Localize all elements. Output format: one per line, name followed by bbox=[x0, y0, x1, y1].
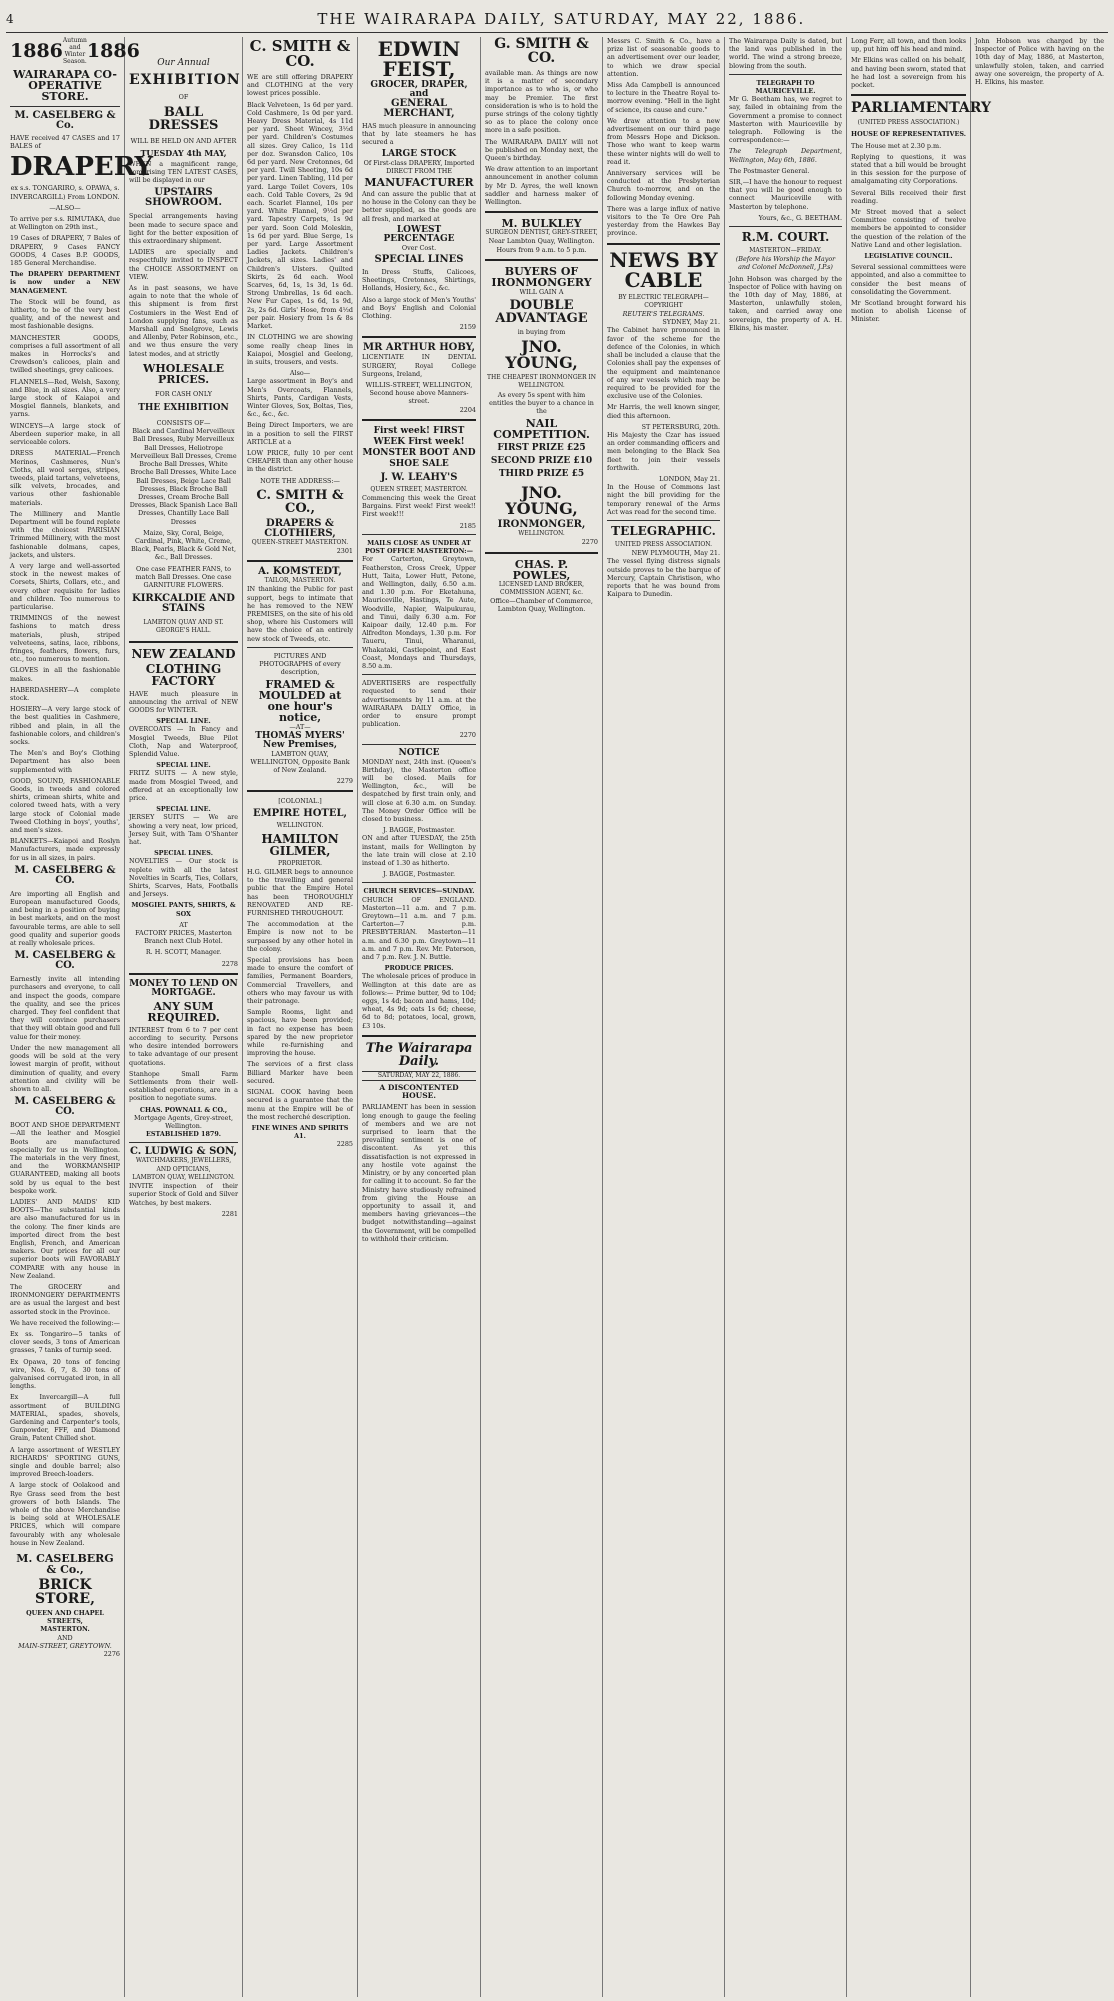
london-text: In the House of Commons last night the bill providing for the temporary renewal of the Arms Act was read for the second time. bbox=[607, 483, 720, 516]
second-prize: SECOND PRIZE £10 bbox=[490, 456, 593, 467]
special-line-2: SPECIAL LINE. bbox=[156, 761, 211, 770]
daily-date: SATURDAY, MAY 22, 1886. bbox=[362, 1071, 476, 1081]
when-text: WHEN a magnificent range, comprising TEN LATEST CASES, will be displayed in our bbox=[129, 159, 238, 185]
para-7: A very large and well-assorted stock in the newest makes of Corsets, Shirts, Collars, etc., and every other requisite for ladies and children. Too numerous to particularise. bbox=[10, 561, 120, 611]
para-20: The GROCERY and IRONMONGERY DEPARTMENTS are as usual the largest and best assorted stock in the Province. bbox=[10, 1282, 120, 1316]
quay-text: LAMBTON QUAY, WELLINGTON. bbox=[132, 1173, 235, 1181]
special-line-4: SPECIAL LINES. bbox=[154, 849, 213, 858]
column-3 bbox=[243, 37, 358, 1997]
empire-heading: EMPIRE HOTEL, bbox=[252, 807, 348, 819]
lambton-text: LAMBTON QUAY AND ST. GEORGE'S HALL. bbox=[143, 619, 224, 635]
column-8 bbox=[847, 37, 991, 1997]
notice-text: MONDAY next, 24th inst. (Queen's Birthday), the Masterton office will be closed. Mails for Wellington, &c., will be despatched by first train only, and will close at 6.30 a.m. on Sunday. The Money Order Office will be closed to business. bbox=[362, 757, 476, 823]
ludwig-heading: C. LUDWIG & SON, bbox=[130, 1146, 237, 1158]
greytown: MAIN-STREET, GREYTOWN. bbox=[18, 1641, 112, 1650]
wines-text: FINE WINES AND SPIRITS A1. bbox=[251, 1123, 349, 1141]
boot-sale-heading: First week! FIRST WEEK First week! MONSTER BOOT AND SHOE SALE bbox=[362, 425, 476, 469]
firm-name-3: M. CASELBERG & CO. bbox=[14, 950, 116, 972]
telegraphic-heading: TELEGRAPHIC. bbox=[611, 523, 716, 538]
editorial-lead: PARLIAMENT has been in session long enough to gauge the feeling of members and we are not surprised to learn that the prevailing sentiment is one of discontent. As yet this dissatisfaction is not expressed in any hostile vote against the Ministry, or by any concerted plan for calling it to account. So far the Ministry have studiously refrained from giving the House an opportunity to assail it, and members having grievances—the budget notwithstanding—against the Government, will be compelled to withhold their criticism. bbox=[362, 1103, 476, 1243]
special-lines-heading: SPECIAL LINES bbox=[374, 254, 464, 266]
young-heading-2: JNO. YOUNG, bbox=[505, 483, 578, 519]
para-13: GOOD, SOUND, FASHIONABLE Goods, in tweeds and colored shirts, crimean shirts, white and colored tweed hats, with a very large stock of Colonial made Tweed Clothing in boys', youths', and men's sizes. bbox=[10, 776, 120, 835]
column-2 bbox=[125, 37, 243, 1997]
upa-text-8: (UNITED PRESS ASSOCIATION.) bbox=[857, 119, 960, 127]
parliamentary-heading: PARLIAMENTARY bbox=[851, 100, 991, 117]
season-year-right: 1886 bbox=[86, 39, 140, 62]
bulkley-heading: M. BULKLEY bbox=[501, 217, 582, 231]
cases-text: 19 Cases of DRAPERY, 7 Bales of DRAPERY, 9 Cases FANCY GOODS, 4 Cases B.P. GOODS, 185 General Merchandise. bbox=[10, 234, 120, 268]
editorial-headline: A DISCONTENTED HOUSE. bbox=[379, 1083, 459, 1101]
direct-text: DIRECT FROM THE bbox=[386, 166, 452, 175]
novelties-text: NOVELTIES — Our stock is replete with all the latest Novelties in Scarfs, Ties, Collars, Shirts, Scarves, Hats, Footballs and Jerseys. bbox=[129, 857, 238, 899]
para-22: Ex ss. Tongariro—5 tanks of clover seeds, 3 tons of American grasses, 7 tanks of turnip seed. bbox=[10, 1329, 120, 1355]
ad-number-7: 2159 bbox=[459, 323, 476, 332]
para-12: The Men's and Boy's Clothing Department has also been supplemented with bbox=[10, 749, 120, 774]
gb-heading: G. SMITH & CO. bbox=[494, 36, 589, 66]
column-6 bbox=[603, 37, 725, 1997]
para-3: FLANNELS—Red, Welsh, Saxony, and Blue, in all sizes. Also, a very large stock of Kaiapoi and Mosgiel flannels, blankets, and yarns. bbox=[10, 377, 120, 419]
money-text: INTEREST from 6 to 7 per cent according to security. Persons who desire intended borrowers to take advantage of our present quotations. bbox=[129, 1025, 238, 1067]
house-text-3: Several Bills received their first reading. bbox=[851, 188, 966, 205]
myers-heading: THOMAS MYERS' New Premises, bbox=[255, 730, 345, 750]
sir-text: SIR,—I have the honour to request that you will be good enough to connect Mauriceville with Masterton by telephone. bbox=[729, 178, 842, 211]
feist-heading: EDWIN FEIST, bbox=[377, 37, 461, 81]
col7-p1: The Wairarapa Daily is dated, but the land was published in the world. The wind a strong breeze, blowing from the south. bbox=[729, 37, 842, 70]
legis-text-2: Mr Scotland brought forward his motion to abolish License of Minister. bbox=[851, 299, 966, 324]
house-text: The House met at 2.30 p.m. bbox=[851, 141, 942, 150]
postmaster-text: The Postmaster General. bbox=[729, 166, 810, 175]
cable-text: The Cabinet have pronounced in favor of the scheme for the defence of the Colonies, in which shall be included a clause that the Colonies shall pay the expenses of the equipment and maintenance of any war vessels which may be required to be provided for the exclusive use of the Colonies. bbox=[607, 326, 720, 401]
hoby-text: LICENTIATE IN DENTAL SURGERY, Royal College Surgeons, Ireland, bbox=[362, 353, 476, 378]
invite-text: INVITE inspection of their superior Stock of Gold and Silver Watches, by best makers. bbox=[129, 1182, 238, 1207]
newspaper-title: THE WAIRARAPA DAILY, SATURDAY, MAY 22, 1886. bbox=[317, 10, 806, 28]
st-dateline: ST PETERSBURG, 20th. bbox=[641, 422, 720, 431]
column-5 bbox=[481, 37, 603, 1997]
ad-number-11: 2270 bbox=[581, 538, 598, 547]
season-text: Autumn and Winter Season. bbox=[62, 37, 87, 65]
wholesale-heading: WHOLESALE PRICES. bbox=[142, 361, 225, 386]
sydney-dateline: SYDNEY, May 21. bbox=[662, 318, 720, 327]
service-text: The services of a first class Billiard Marker have been secured. bbox=[247, 1060, 353, 1085]
nplym-text: The vessel flying distress signals outside proves to be the barque of Mercury, Captain Christison, who reports that he was bound from Kaipara to Dunedin. bbox=[607, 557, 720, 599]
tuesday-text: ON and after TUESDAY, the 25th instant, mails for Wellington by the late train will close at 2.10 instead of 1.30 as hitherto. bbox=[362, 834, 476, 867]
watchmakers-text: WATCHMAKERS, JEWELLERS, AND OPTICIANS, bbox=[135, 1157, 232, 1173]
special-line-3: SPECIAL LINE. bbox=[156, 805, 211, 814]
col9-text: John Hobson was charged by the Inspector of Police with having on the 10th day of May, 1886, at Masterton, unlawfully stolen, taken, and carried away one sovereign, the property of A. H. Elkins, his master. bbox=[975, 37, 1104, 87]
ball-dresses-heading: BALL DRESSES bbox=[148, 105, 219, 134]
body-5b: The WAIRARAPA DAILY will not be published on Monday next, the Queen's birthday. bbox=[485, 137, 598, 163]
para-8: TRIMMINGS of the newest fashions to match dress materials, plush, striped velveteens, satins, lace, ribbons, fringes, feathers, flowers, furs, etc., too numerous to mention. bbox=[10, 614, 120, 664]
clothing-text: IN CLOTHING we are showing some really cheap lines in Kaiapoi, Mosgiel and Geelong, in suits, trousers, and vests. bbox=[247, 333, 353, 366]
factory-text: HAVE much pleasure in announcing the arrival of NEW GOODS for WINTER. bbox=[129, 689, 238, 714]
legis-heading: LEGISLATIVE COUNCIL. bbox=[864, 252, 953, 261]
para-5: DRESS MATERIAL—French Merinos, Cashmeres, Nun's Cloths, all wool serges, stripes, tweeds, plaid tartans, velveteens, silk velvets, brocades, and various other fashionable materials. bbox=[10, 449, 120, 507]
body-5c: We draw attention to an important announcement in another column by Mr D. Ayres, the well known saddler and harness maker of Wellington. bbox=[485, 165, 598, 207]
reuter-text: BY ELECTRIC TELEGRAPH—COPYRIGHT bbox=[618, 293, 709, 309]
season-header bbox=[10, 37, 140, 65]
column-9 bbox=[971, 37, 1108, 1997]
dept-text: The DRAPERY DEPARTMENT is now under a NEW MANAGEMENT. bbox=[10, 270, 120, 295]
being-text: Being Direct Importers, we are in a position to sell the FIRST ARTICLE at a bbox=[247, 421, 353, 446]
firm-name-4: M. CASELBERG & CO. bbox=[14, 1096, 116, 1118]
received-text: HAVE received 47 CASES and 17 BALES of bbox=[10, 134, 120, 151]
komstedt-text: IN thanking the Public for past support, begs to intimate that he has removed to the NEW PREMISES, on the site of his old shop, where his Customers will have the choice of an entirely new stock of Tweeds, etc. bbox=[247, 585, 353, 643]
established-text: ESTABLISHED 1879. bbox=[145, 1130, 222, 1139]
and-text-4: And can assure the public that at no house in the Colony can they be better supplied, as the goods are all fresh, and marked at bbox=[362, 190, 476, 223]
colors-list: Maize, Sky, Coral, Beige, Cardinal, Pink, White, Creme, Black, Pearls, Black & Gold Net, &c., Ball Dresses. bbox=[131, 528, 236, 562]
ad-number-4: 2301 bbox=[336, 546, 353, 555]
notice-heading: NOTICE bbox=[398, 747, 440, 758]
fritz-text: FRITZ SUITS — A new style, made from Mosgiel Tweed, and offered at an exceptionally low price. bbox=[129, 769, 238, 802]
produce-heading: PRODUCE PRICES. bbox=[384, 964, 454, 973]
office-text: Office—Chamber of Commerce, Lambton Quay, Wellington. bbox=[490, 597, 593, 614]
para-24: Ex Invercargill—A full assortment of BUILDING MATERIAL, spades, shovels, Gardening and Carpenter's tools, Gunpowder, FFF, and Diamond Grain, Patent Chilled shot. bbox=[10, 1393, 120, 1443]
para-26: A large stock of Oolakood and Rye Grass seed from the best growers of both Islands. The whole of the above Merchandise is being sold at WHOLESALE PRICES, which will compare favourably with any wholesale house in New Zealand. bbox=[10, 1481, 120, 1547]
ad-number-10: 2270 bbox=[459, 731, 476, 740]
at-text-3: —AT— bbox=[289, 723, 311, 732]
tailor-text: TAILOR, MASTERTON. bbox=[264, 577, 336, 585]
rm-court-heading: R.M. COURT. bbox=[741, 230, 830, 245]
feist-text: HAS much pleasure in announcing that by late steamers he has secured a bbox=[362, 122, 476, 147]
firm-name-2: M. CASELBERG & CO. bbox=[14, 864, 116, 886]
ad-number-6: 2285 bbox=[336, 1140, 353, 1149]
any-sum-heading: ANY SUM REQUIRED. bbox=[147, 999, 220, 1024]
ad-number-3: 2281 bbox=[221, 1209, 238, 1218]
queen-text-4: QUEEN STREET, MASTERTON. bbox=[370, 485, 468, 493]
every-text: As every 5s spent with him entitles the buyer to a chance in the bbox=[489, 390, 594, 416]
nz-heading: NEW ZEALAND bbox=[131, 646, 236, 661]
house-heading: HOUSE OF REPRESENTATIVES. bbox=[851, 130, 966, 139]
komstedt-heading: A. KOMSTEDT, bbox=[258, 566, 342, 578]
jersey-text: JERSEY SUITS — We are showing a very neat, low priced, Jersey Suit, with Tam O'Shanter hat. bbox=[129, 813, 238, 846]
annual-text: Our Annual bbox=[157, 58, 210, 68]
large-text: Large assortment in Boy's and Men's Overcoats, Flannels, Shirts, Pants, Cardigan Vests, Winter Gloves, Sox, Boltas, Ties, &c., &c., &c. bbox=[247, 377, 353, 419]
col8-p2: Mr Elkins was called on his behalf, and having been sworn, stated that he had lost a sovereign from his pocket. bbox=[851, 56, 966, 90]
overcoats-text: OVERCOATS — In Fancy and Mosgiel Tweeds, Blue Pilot Cloth, Nap and Waterproof, Splendid Value. bbox=[129, 725, 238, 758]
proprietor-text: PROPRIETOR. bbox=[277, 859, 323, 867]
para-23: Ex Opawa, 20 tons of fencing wire, Nos. 6, 7, 8. 30 tons of galvanised corrugated iron, in all lengths. bbox=[10, 1357, 120, 1391]
kirkcaldie-heading: KIRKCALDIE AND STAINS bbox=[132, 593, 235, 615]
factory-address: FACTORY PRICES, Masterton Branch next Club Hotel. bbox=[135, 929, 232, 946]
double-heading: DOUBLE ADVANTAGE bbox=[495, 298, 588, 327]
brick-store: BRICK STORE, bbox=[35, 1577, 95, 1608]
factory-heading: CLOTHING FACTORY bbox=[145, 661, 222, 688]
para-15: Are importing all English and European manufactured Goods, and being in a position of buying in best markets, and on the most favourable terms, are able to sell good quality and superior goods at really wholesale prices. bbox=[10, 889, 120, 948]
iron-heading: IRONMONGER, bbox=[497, 519, 586, 531]
para-21: We have received the following:— bbox=[10, 1318, 120, 1327]
lines-text: In Dress Stuffs, Calicoes, Sheetings, Cretonnes, Shirtings, Hollands, Hosiery, &c., &c. bbox=[362, 268, 476, 293]
of-text: OF bbox=[178, 93, 189, 102]
telegraph-text: Mr G. Beetham has, we regret to say, failed in obtaining from the Government a promise to connect Masterton with Mauriceville by telegraph. Following is the correspondence:— bbox=[729, 95, 842, 145]
drapers-heading: DRAPERS & CLOTHIERS, bbox=[264, 517, 336, 539]
col6-p2: Miss Ada Campbell is announced to lecture in the Theatre Royal to-morrow evening. "Hell in the light of science, its cause and cure." bbox=[607, 81, 720, 114]
para-4: WINCEYS—A large stock of Aberdeen superior make, in all serviceable colors. bbox=[10, 421, 120, 447]
ladies-text: LADIES are specially and respectfully invited to INSPECT the CHOICE ASSORTMENT on VIEW. bbox=[129, 248, 238, 281]
upa-text: UNITED PRESS ASSOCIATION. bbox=[614, 540, 713, 548]
smith-list: Black Velveteen, 1s 6d per yard. Cold Cashmere, 1s 0d per yard. Heavy Dress Material, 4s 11d per yard. Sheet Wincey, 3½d per yard. Children's Costumes all sizes. Grey Calico, 1s 11d per doz. Swansdon Calico, 10s 6d per yard. New Cretonnes, 6d per yard. Twill Sheeting, 10s 6d per yard. Linen Tabling, 11d per yard. Large Toilet Covers, 10s each. Cold Table Covers, 2s 9d each. Scarlet Flannel, 10s per yard. White Flannel, 9½d per yard. Tapestry Carpets, 1s 9d per yard. Soon Cold Moleskin, 1s 6d per yard. Blue Serge, 1s per yard. Large Assortment Ladies Jackets. Children's Jackets, all sizes. Ladies' and Children's Ulsters. Quilted Skirts, 2s 6d each. Wool Scarves, 6d, 1s, 1s 3d, 1s 6d. Strong Umbrellas, 1s 6d each. New Fur Capes, 1s 6d, 1s 9d, 2s, 2s 6d. Girls' Hose, from 4½d per pair. Hosiery from 1s & 8s Market. bbox=[247, 100, 353, 331]
drapery-heading: DRAPERY bbox=[10, 152, 154, 183]
column-4 bbox=[358, 37, 481, 1997]
ad-number-2: 2278 bbox=[221, 959, 238, 968]
licensed-text: LICENSED LAND BROKER, COMMISSION AGENT, &c. bbox=[498, 580, 585, 596]
rm-text: John Hobson was charged by the Inspector of Police with having on the 10th day of May, 1886, at Masterton, unlawfully stolen, taken, and carried away one sovereign, the property of A. H. Elkins, his master. bbox=[729, 274, 842, 332]
produce-text: The wholesale prices of produce in Wellington at this date are as follows:— Prime butter, 9d to 10d; eggs, 1s 4d; bacon and hams, 10d; wheat, 4s 9d; oats 1s 6d; cheese, 6d to 8d; potatoes, local, grown, £3 10s. bbox=[362, 972, 476, 1030]
para-14: BLANKETS—Kaiapoi and Roslyn Manufacturers, made expressly for us in all sizes, in pairs. bbox=[10, 837, 120, 862]
special-line-1: SPECIAL LINE. bbox=[156, 717, 211, 726]
ships-text: ex s.s. TONGARIRO, s. OPAWA, s. INVERCARGILL) From LONDON. bbox=[10, 184, 120, 201]
hoby-heading: MR ARTHUR HOBY, bbox=[363, 342, 475, 354]
town: MASTERTON. bbox=[40, 1625, 90, 1634]
obedient-text: Yours, &c., G. BEETHAM. bbox=[758, 213, 842, 222]
para-17: Under the new management all goods will be sold at the very lowest margin of profit, without diminution of quality, and every attention and civility will be shown to all. bbox=[10, 1043, 120, 1093]
date-text: TUESDAY 4th MAY, bbox=[140, 147, 227, 158]
firm-name-5: M. CASELBERG & Co., bbox=[16, 1552, 114, 1577]
in-text: in buying from bbox=[517, 328, 566, 337]
page-number: 4 bbox=[6, 12, 15, 26]
surgeon-text: SURGEON DENTIST, GREY-STREET, bbox=[485, 229, 598, 237]
manager-text: R. H. SCOTT, Manager. bbox=[145, 948, 222, 957]
pownall-name: CHAS. POWNALL & CO., bbox=[139, 1105, 228, 1114]
signal-text: SIGNAL COOK having been secured is a guarantee that the menu at the Empire will be of the most recherché description. bbox=[247, 1088, 353, 1121]
column-7 bbox=[725, 37, 847, 1997]
nplym-dateline: NEW PLYMOUTH, May 21. bbox=[631, 549, 720, 558]
manufacturer-heading: MANUFACTURER bbox=[364, 176, 474, 190]
adv-text: ADVERTISERS are respectfully requested to send their advertisements by 11 a.m. at the WAIRARAPA DAILY Office, in order to ensure prompt publication. bbox=[362, 679, 476, 729]
mr-text: Mr Harris, the well known singer, died this afternoon. bbox=[607, 403, 720, 420]
settlement-text: Stanhope Small Farm Settlements from their well-established operations, are in a position to negotiate sums. bbox=[129, 1069, 238, 1103]
house-text-4: Mr Street moved that a select Committee consisting of twelve members be appointed to consider the question of the relation of the Native Land and other legislation. bbox=[851, 208, 966, 249]
bague-text-2: J. BAGGE, Postmaster. bbox=[383, 870, 455, 879]
col6-p3: We draw attention to a new advertisement on our third page from Messrs Hope and Dickson. Those who want to keep warm these winter nights will do well to read it. bbox=[607, 116, 720, 166]
money-heading: MONEY TO LEND ON MORTGAGE. bbox=[129, 978, 238, 998]
framed-heading: FRAMED & MOULDED at one hour's notice, bbox=[258, 678, 342, 725]
para-16: Earnestly invite all intending purchasers and everyone, to call and inspect the goods, compare the quality, and see the prices charged. They feel confident that they will convince purchasers that they will obtain good and full value for their money. bbox=[10, 975, 120, 1041]
low-text: LOW PRICE, fully 10 per cent CHEAPER than any other house in the district. bbox=[247, 448, 353, 474]
column-1 bbox=[6, 37, 154, 1997]
lambton-3: LAMBTON QUAY, WELLINGTON, Opposite Bank of New Zealand. bbox=[250, 749, 350, 774]
queen-text: QUEEN-STREET MASTERTON. bbox=[251, 538, 349, 546]
also-text: —ALSO— bbox=[49, 203, 81, 212]
smith-text: WE are still offering DRAPERY and CLOTHING at the very lowest prices possible. bbox=[247, 73, 353, 98]
para-10: HABERDASHERY—A complete stock. bbox=[10, 685, 120, 702]
arrive-text: To arrive per s.s. RIMUTAKA, due at Wellington on 29th inst., bbox=[10, 215, 120, 232]
special-text: Special arrangements having been made to secure space and light for the better exposition of this extraordinary shipment. bbox=[129, 212, 238, 246]
sample-text: Sample Rooms, light and spacious, have been provided; in fact no expense has been spared by the new proprietor while re-furnishing and improving the house. bbox=[247, 1008, 353, 1058]
dresses-list: Black and Cardinal Merveilleux Ball Dresses, Ruby Merveilleux Ball Dresses, Heliotrope Merveilleux Ball Dresses, Creme Broche Ball Dresses, White Broche Ball Dresses, White Lace Ball Dresses, Beige Lace Ball Dresses, Black Broche Ball Dresses, Cream Broche Ball Dresses, Black Spanish Lace Ball Dresses, Chantilly Lace Ball Dresses bbox=[129, 427, 238, 526]
first-text: Of First-class DRAPERY, Imported bbox=[363, 158, 475, 167]
third-prize: THIRD PRIZE £5 bbox=[498, 469, 585, 480]
upstairs-heading: UPSTAIRS SHOWROOM. bbox=[145, 187, 222, 209]
col8-p1: Long Ferr, all town, and then looks up, put him off his head and mind. bbox=[851, 37, 966, 54]
para-2: MANCHESTER GOODS, comprises a full assortment of all makes in Horrocks's and Crewdson's calicoes, plain and twilled sheetings, grey calicoes. bbox=[10, 333, 120, 375]
para-19: LADIES' AND MAIDS' KID BOOTS—The substantial kinds are also manufactured for us in the colony. The finer kinds are imported direct from the best English, French, and American makers. Our prices for all our superior boots will FAVORABLY COMPARE with any house in New Zealand. bbox=[10, 1197, 120, 1280]
col6-p5: There was a large influx of native visitors to the Te Ore Ore Pah yesterday from the Hawkes Bay province. bbox=[607, 204, 720, 238]
para-9: GLOVES in all the fashionable makes. bbox=[10, 666, 120, 683]
para-11: HOSIERY—A very large stock of the best qualities in Cashmere, ribbed and plain, in all the fashionable colors, and children's socks. bbox=[10, 705, 120, 746]
accom-text: The accommodation at the Empire is now not to be surpassed by any other hotel in the colony. bbox=[247, 920, 353, 953]
at-text: AT bbox=[179, 920, 188, 929]
ad-number-9: 2185 bbox=[459, 521, 476, 530]
mosgiel-text: MOSGIEL PANTS, SHIRTS, & SOX bbox=[131, 901, 236, 918]
season-year-left: 1886 bbox=[10, 39, 63, 62]
cs-heading: C. SMITH & CO., bbox=[256, 487, 344, 516]
house-text-2: Replying to questions, it was stated that a bill would be brought in this session for the purpose of amalgamating city Corporations. bbox=[851, 152, 966, 186]
exhibition-heading: EXHIBITION bbox=[129, 72, 241, 89]
bague-text: J. BAGGE, Postmaster. bbox=[383, 826, 455, 835]
para-25: A large assortment of WESTLEY RICHARDS' SPORTING GUNS, single and double barrel; also improved Breech-loaders. bbox=[10, 1445, 120, 1479]
ad-number-5: 2279 bbox=[336, 777, 353, 786]
special-text-3: Special provisions has been made to ensure the comfort of families, Permanent Boarders, Commercial Travellers, and others who may favour us with their patronage. bbox=[247, 956, 353, 1006]
telegraph-heading: TELEGRAPH TO MAURICEVILLE. bbox=[755, 78, 816, 96]
leahy-text: Commencing this week the Great Bargains. First week! First week!! First week!!! bbox=[362, 494, 476, 519]
masterton-text: MASTERTON—FRIDAY. bbox=[749, 247, 822, 255]
columns bbox=[6, 37, 1108, 1997]
para-18: BOOT AND SHOE DEPARTMENT—All the leather and Mosgiel Boots are manufactured especially for us in Wellington. The materials in the very finest, and the WORKMANSHIP GUARANTEED, making all boots sold by us equal to the best bespoke work. bbox=[10, 1121, 120, 1195]
wgtn-text: WELLINGTON. bbox=[518, 530, 565, 538]
store-name: WAIRARAPA CO-OPERATIVE STORE. bbox=[13, 68, 117, 103]
telegram-text: The Telegraph Department, Wellington, May 6th, 1886. bbox=[729, 147, 842, 164]
smith-heading: C. SMITH & CO. bbox=[249, 37, 351, 70]
church-text: CHURCH OF ENGLAND. Masterton—11 a.m. and 7 p.m. Greytown—11 a.m. and 7 p.m. Carterton—7 p.m. PRESBYTERIAN. Masterton—11 a.m. and 6.30 p.m. Greytown—11 a.m. and 7 p.m. Rev. Mr. Paterson, and 7 p.m. Rev. J. N. Buttle. bbox=[362, 895, 476, 962]
second-text: Second house above Manners-street. bbox=[369, 389, 469, 406]
and-text: AND bbox=[57, 1633, 73, 1642]
willis-text: WILLIS-STREET, WELLINGTON, bbox=[365, 381, 473, 390]
reuters-text: REUTER'S TELEGRAMS. bbox=[622, 310, 705, 319]
pictures-text: PICTURES AND PHOTOGRAPHS of every description, bbox=[259, 651, 341, 677]
feathers-text: One case FEATHER FANS, to match Ball Dresses. One case GARNITURE FLOWERS. bbox=[135, 564, 232, 589]
hamilton-text: H.G. GILMER begs to announce to the travelling and general public that the Empire Hotel has been THOROUGHLY RENOVATED AND RE-FURNISHED THROUGHOUT. bbox=[247, 868, 353, 918]
firm-name: M. CASELBERG & Co. bbox=[14, 110, 116, 131]
note-text: NOTE THE ADDRESS:— bbox=[260, 476, 340, 485]
feist-subheading: GROCER, DRAPER, and bbox=[370, 80, 468, 99]
exhibition-heading-2: THE EXHIBITION bbox=[138, 403, 229, 414]
daily-masthead: The Wairarapa Daily. bbox=[365, 1040, 473, 1069]
col6-p1: Messrs C. Smith & Co., have a prize list of seasonable goods to an advertisement over our leader, to which we draw special attention. bbox=[607, 37, 720, 78]
agents-text: Mortgage Agents, Grey-street, Wellington. bbox=[133, 1113, 234, 1131]
colonial-text: [COLONIAL.] bbox=[278, 797, 322, 806]
cheapest-text: THE CHEAPEST IRONMONGER IN WELLINGTON. bbox=[486, 374, 597, 390]
over-text: Over Cost. bbox=[401, 243, 437, 252]
feist-subheading-2: GENERAL MERCHANT, bbox=[383, 98, 455, 119]
streets: QUEEN AND CHAPEL STREETS, bbox=[26, 1609, 104, 1626]
cash-text: FOR CASH ONLY bbox=[155, 389, 212, 398]
church-heading: CHURCH SERVICES—SUNDAY. bbox=[363, 887, 475, 896]
near-text: Near Lambton Quay, Wellington. Hours from 9 a.m. to 5 p.m. bbox=[488, 237, 595, 254]
held-text: WILL BE HELD ON AND AFTER bbox=[130, 137, 237, 146]
also-text-3: Also— bbox=[289, 369, 311, 378]
lowest-heading: LOWEST PERCENTAGE bbox=[383, 224, 455, 244]
asin-text: As in past seasons, we have again to note that the whole of this shipment is from first Costumiers in the West End of London supplying fans, such as Marshall and Snelgrove, Lewis and Allenby, Peter Robinson, etc., and we thus ensure the very latest modes, and at strictly bbox=[129, 284, 239, 358]
large-stock-heading: LARGE STOCK bbox=[381, 148, 457, 159]
wellington-3: WELLINGTON. bbox=[276, 821, 324, 829]
body-5: available man. As things are now it is a matter of secondary importance as to who is, or who may be Premier. The first consideration is who is to hold the purse strings of the colony tightly so as to place the colony once more in a safe position. bbox=[485, 69, 598, 135]
leahy-heading: J. W. LEAHY'S bbox=[380, 471, 458, 483]
col6-p4: Anniversary services will be conducted at the Presbyterian Church to-morrow, and on the following Monday evening. bbox=[607, 169, 720, 202]
rm-before: (Before his Worship the Mayor and Colonel McDonnell, J.P.s) bbox=[735, 255, 836, 272]
london-dateline: LONDON, May 21. bbox=[659, 474, 720, 483]
hamilton-heading: HAMILTON GILMER, bbox=[261, 831, 339, 858]
powles-heading: CHAS. P. POWLES, bbox=[512, 557, 571, 582]
mails-heading: MAILS CLOSE AS UNDER AT POST OFFICE MASTERTON:— bbox=[365, 538, 473, 556]
mails-text: For Carterton, Greytown, Featherston, Cross Creek, Upper Hutt, Taita, Lower Hutt, Petone, and Wellington, daily, 6.50 a.m. and 1.30 p.m. For Eketahuna, Mauriceville, Hastings, Te Aute, Woodville, Napier, Waipukurau, and Tinui, daily 6.30 a.m. For Kaipoar daily, 12.40 p.m. For Alfredton Mondays, 1.30 p.m. For Taueru, Tinui, Wharanui, Whakataki, Castlepoint, and East Coast, Mondays and Thursdays, 8.50 a.m. bbox=[362, 555, 476, 670]
para-1: The Stock will be found, as hitherto, to be of the very best quality, and of the newest and most fashionable designs. bbox=[10, 297, 120, 331]
first-prize: FIRST PRIZE £25 bbox=[497, 443, 586, 454]
ad-number-8: 2204 bbox=[459, 405, 476, 414]
consists-text: CONSISTS OF— bbox=[156, 419, 211, 428]
st-text: His Majesty the Czar has issued an order commanding officers and men belonging to the Black Sea fleet to join their vessels forthwith. bbox=[607, 430, 720, 472]
will-text: WILL GAIN A bbox=[519, 287, 564, 296]
nail-heading: NAIL COMPETITION. bbox=[493, 417, 590, 442]
para-6: The Millinery and Mantle Department will be found replete with the choicest PARISIAN Trimmed Millinery, with the most fashionable dolmans, capes, jackets, and ulsters. bbox=[10, 509, 120, 559]
news-cable-heading: NEWS BY CABLE bbox=[609, 247, 718, 292]
also-text-4: Also a large stock of Men's Youths' and Boys' English and Colonial Clothing. bbox=[362, 295, 476, 321]
ad-number: 2276 bbox=[103, 1650, 120, 1659]
young-heading: JNO. YOUNG, bbox=[505, 337, 578, 373]
buyers-heading: BUYERS OF IRONMONGERY bbox=[491, 264, 592, 289]
masthead bbox=[6, 6, 1108, 33]
legis-text: Several sessional committees were appointed, and also a committee to consider the best means of consolidating the Government. bbox=[851, 263, 966, 296]
